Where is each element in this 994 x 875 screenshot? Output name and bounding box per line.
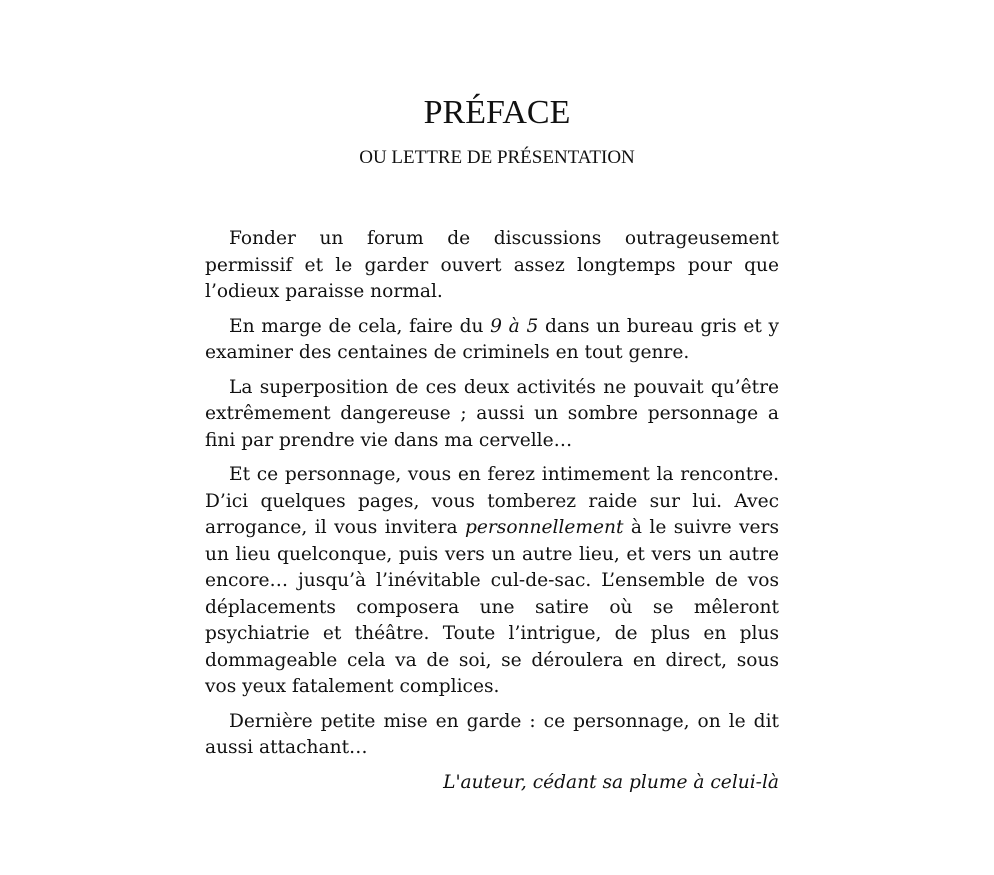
paragraph-4-text-end: à le suivre vers un lieu quelconque, puis vers un autre lieu, et vers un autre encore… jusqu’à l’inévitable cul-de-sac. L’ensemble de vos déplacements composera une satire où se mêleront psychiatrie et théâtre. Toute l’intrigue, de plus en plus dommageable cela va de soi, se déroulera en direct, sous vos yeux fatalement complices.: [205, 517, 779, 697]
paragraph-5: Dernière petite mise en garde : ce personnage, on le dit aussi attachant…: [205, 710, 779, 758]
paragraph-1: Fonder un forum de discussions outrageusement permissif et le garder ouvert assez longtemps pour que l’odieux paraisse normal.: [205, 228, 779, 302]
page-title: PRÉFACE: [423, 94, 571, 131]
author-signature: L'auteur, cédant sa plume à celui-là: [443, 771, 779, 793]
paragraph-2: [205, 314, 779, 367]
paragraph-2-text-start: En marge de cela, faire du: [229, 315, 491, 337]
paragraph-3: La superposition de ces deux activités ne pouvait qu’être extrêmement dangereuse ; aussi un sombre personnage a fini par prendre vie dans ma cervelle…: [205, 376, 779, 451]
paragraph-4: [205, 462, 779, 701]
paragraph-4-italic: personnellement: [464, 517, 624, 538]
paragraph-2-italic: 9 à 5: [490, 315, 539, 337]
paragraph-2-text-end: dans un bureau gris et y examiner des centaines de criminels en tout genre.: [205, 315, 779, 363]
page-subtitle: OU LETTRE DE PRÉSENTATION: [359, 147, 635, 168]
paragraph-4-text-start: Et ce personnage, vous en ferez intimement la rencontre. D’ici quelques pages, vous tomberez raide sur lui. Avec arrogance, il vous invitera: [205, 464, 779, 538]
preface-body: [205, 226, 779, 796]
